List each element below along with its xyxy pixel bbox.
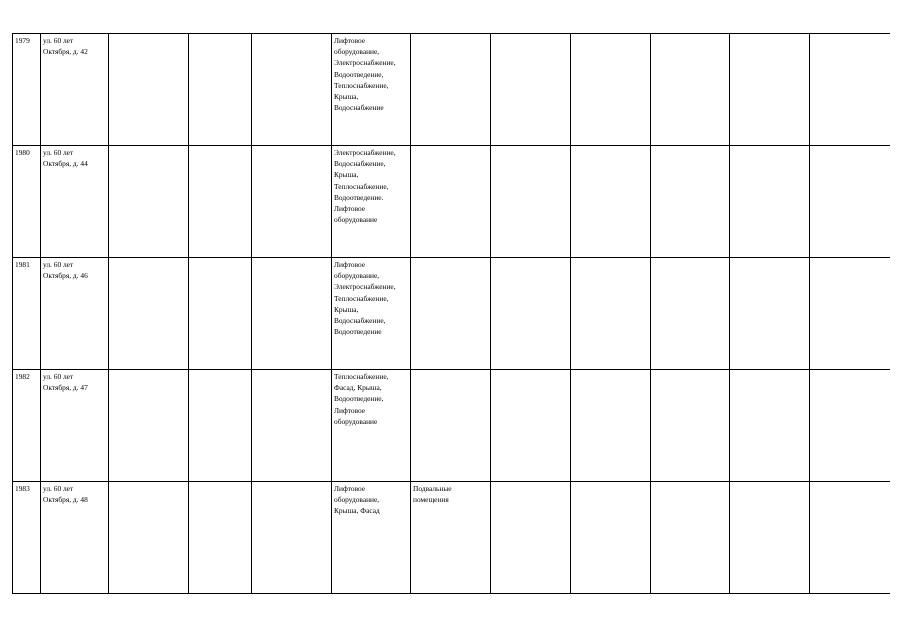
row-number (13, 370, 41, 482)
works-cell (332, 370, 411, 482)
works-cell (332, 258, 411, 370)
row-number-text: 1981 (15, 260, 30, 269)
empty-cell (252, 146, 332, 258)
empty-cell (189, 34, 252, 146)
address-text: ул. 60 лет Октября, д. 46 (43, 260, 88, 281)
empty-cell (730, 146, 810, 258)
empty-cell (109, 370, 189, 482)
empty-cell (571, 370, 651, 482)
empty-cell (651, 258, 730, 370)
row-number-text: 1980 (15, 148, 30, 157)
empty-cell (109, 34, 189, 146)
empty-cell (810, 34, 890, 146)
row-number (13, 258, 41, 370)
extra-cell (411, 146, 491, 258)
address-cell (41, 482, 109, 594)
works-cell (332, 34, 411, 146)
address-text: ул. 60 лет Октября, д. 47 (43, 372, 88, 393)
works-text: Электроснабжение, Водоснабжение, Крыша, Теплоснабжение, Водоотведение. Лифтовое оборудование (334, 148, 396, 225)
empty-cell (491, 34, 571, 146)
empty-cell (730, 482, 810, 594)
address-cell (41, 146, 109, 258)
works-text: Лифтовое оборудование, Крыша, Фасад (334, 484, 380, 516)
empty-cell (252, 258, 332, 370)
table-row (13, 482, 890, 594)
empty-cell (189, 482, 252, 594)
empty-cell (810, 482, 890, 594)
address-cell (41, 370, 109, 482)
extra-cell (411, 34, 491, 146)
empty-cell (189, 370, 252, 482)
extra-cell (411, 482, 491, 594)
extra-cell (411, 258, 491, 370)
table-row (13, 258, 890, 370)
row-number-text: 1982 (15, 372, 30, 381)
empty-cell (810, 146, 890, 258)
empty-cell (571, 258, 651, 370)
empty-cell (491, 370, 571, 482)
empty-cell (109, 146, 189, 258)
extra-text: Подвальные помещения (413, 484, 452, 505)
empty-cell (651, 34, 730, 146)
table-row (13, 370, 890, 482)
empty-cell (252, 482, 332, 594)
empty-cell (571, 482, 651, 594)
extra-cell (411, 370, 491, 482)
row-number (13, 482, 41, 594)
empty-cell (571, 146, 651, 258)
address-text: ул. 60 лет Октября, д. 44 (43, 148, 88, 169)
empty-cell (491, 146, 571, 258)
empty-cell (189, 146, 252, 258)
row-number-text: 1979 (15, 36, 30, 45)
row-number (13, 146, 41, 258)
works-text: Лифтовое оборудование, Электроснабжение, Теплоснабжение, Крыша, Водоснабжение, Водоотведение (334, 260, 396, 337)
empty-cell (491, 258, 571, 370)
works-text: Лифтовое оборудование, Электроснабжение, Водоотведение, Теплоснабжение, Крыша, Водоснабжение (334, 36, 396, 113)
table-row (13, 146, 890, 258)
address-cell (41, 258, 109, 370)
empty-cell (730, 34, 810, 146)
works-text: Теплоснабжение, Фасад, Крыша, Водоотведение, Лифтовое оборудование (334, 372, 389, 426)
empty-cell (730, 258, 810, 370)
empty-cell (810, 258, 890, 370)
row-number-text: 1983 (15, 484, 30, 493)
empty-cell (252, 34, 332, 146)
address-cell (41, 34, 109, 146)
empty-cell (491, 482, 571, 594)
empty-cell (189, 258, 252, 370)
empty-cell (810, 370, 890, 482)
table-row (13, 34, 890, 146)
address-text: ул. 60 лет Октября, д. 48 (43, 484, 88, 505)
address-text: ул. 60 лет Октября, д. 42 (43, 36, 88, 57)
row-number (13, 34, 41, 146)
empty-cell (571, 34, 651, 146)
empty-cell (651, 482, 730, 594)
empty-cell (109, 482, 189, 594)
empty-cell (651, 146, 730, 258)
empty-cell (109, 258, 189, 370)
works-cell (332, 482, 411, 594)
works-cell (332, 146, 411, 258)
empty-cell (651, 370, 730, 482)
empty-cell (730, 370, 810, 482)
empty-cell (252, 370, 332, 482)
register-table (12, 33, 890, 594)
